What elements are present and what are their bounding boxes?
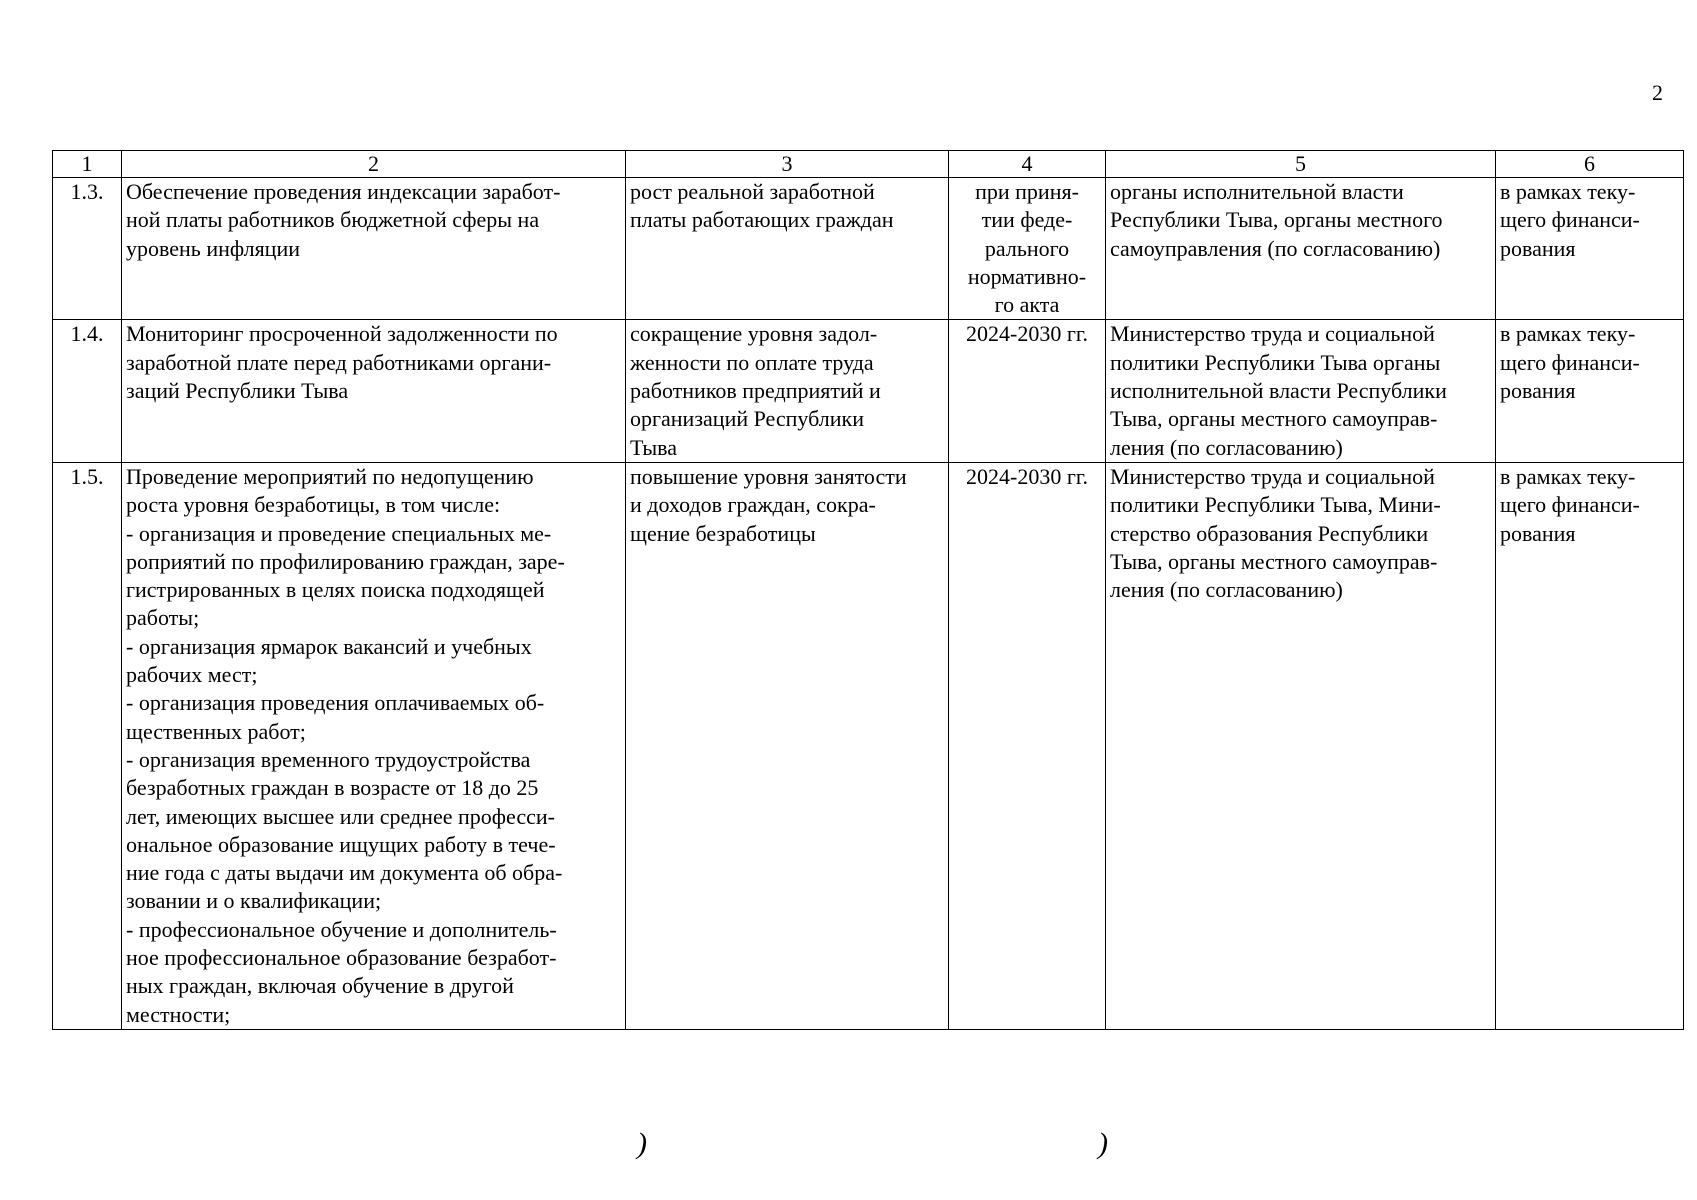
header-col-4: 4: [949, 151, 1106, 178]
item-number: 1.5.: [53, 462, 122, 1029]
page-number: 2: [1652, 80, 1663, 105]
measure-cell: Обеспечение проведения индексации заработ- ной платы работников бюджетной сферы на уровень инфляции: [122, 178, 626, 320]
margin-mark-left: ): [637, 1127, 647, 1160]
table-row: [53, 178, 1684, 320]
funding-cell: в рамках теку- щего финанси- рования: [1496, 178, 1684, 320]
result-cell: сокращение уровня задол- женности по оплате труда работников предприятий и организаций Республики Тыва: [626, 320, 949, 462]
result-cell: рост реальной заработной платы работающих граждан: [626, 178, 949, 320]
header-col-2: 2: [122, 151, 626, 178]
margin-mark-right: ): [1098, 1127, 1108, 1160]
item-number: 1.3.: [53, 178, 122, 320]
measures-table: [52, 150, 1684, 1030]
measure-cell: Проведение мероприятий по недопущению роста уровня безработицы, в том числе: - организация и проведение специальных ме- роприятий по профилированию граждан, заре- гистрированных в целях поиска подходящей работы; - организация ярмарок вакансий и учебных рабочих мест; - организация проведения оплачиваемых об- щественных работ; - организация временного трудоустройства безработных граждан в возрасте от 18 до 25 лет, имеющих высшее или среднее професси- ональное образование ищущих работу в тече- ние года с даты выдачи им документа об обра- зовании и о квалификации; - профессиональное обучение и дополнитель- ное профессиональное образование безработ- ных граждан, включая обучение в другой местности;: [122, 462, 626, 1029]
deadline-cell: 2024-2030 гг.: [949, 320, 1106, 462]
table-header-row: [53, 151, 1684, 178]
table-row: [53, 462, 1684, 1029]
header-col-5: 5: [1106, 151, 1496, 178]
responsible-cell: органы исполнительной власти Республики Тыва, органы местного самоуправления (по согласованию): [1106, 178, 1496, 320]
header-col-1: 1: [53, 151, 122, 178]
measure-cell: Мониторинг просроченной задолженности по заработной плате перед работниками органи- заций Республики Тыва: [122, 320, 626, 462]
table-row: [53, 320, 1684, 462]
responsible-cell: Министерство труда и социальной политики Республики Тыва, Мини- стерство образования Республики Тыва, органы местного самоуправ- ления (по согласованию): [1106, 462, 1496, 1029]
header-col-3: 3: [626, 151, 949, 178]
funding-cell: в рамках теку- щего финанси- рования: [1496, 320, 1684, 462]
header-col-6: 6: [1496, 151, 1684, 178]
result-cell: повышение уровня занятости и доходов граждан, сокра- щение безработицы: [626, 462, 949, 1029]
responsible-cell: Министерство труда и социальной политики Республики Тыва органы исполнительной власти Республики Тыва, органы местного самоуправ- ления (по согласованию): [1106, 320, 1496, 462]
deadline-cell: 2024-2030 гг.: [949, 462, 1106, 1029]
deadline-cell: при приня- тии феде- рального нормативно- го акта: [949, 178, 1106, 320]
item-number: 1.4.: [53, 320, 122, 462]
funding-cell: в рамках теку- щего финанси- рования: [1496, 462, 1684, 1029]
